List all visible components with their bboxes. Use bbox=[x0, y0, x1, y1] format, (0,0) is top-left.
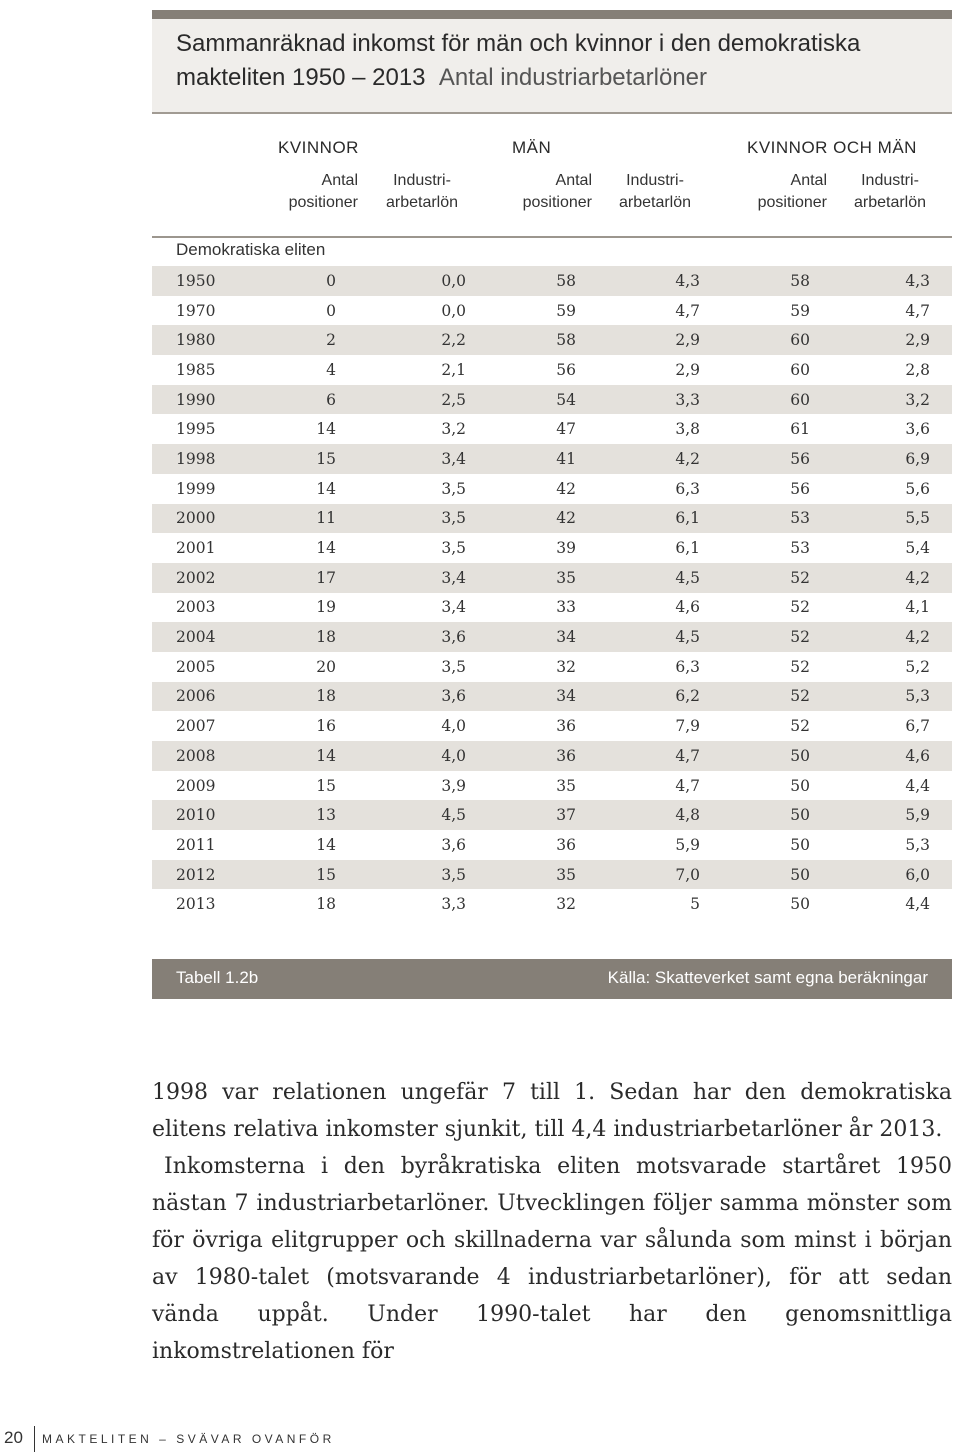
value-cell: 6,0 bbox=[832, 860, 952, 890]
col-header-industri-kvinnor: Industri- arbetarlön bbox=[385, 172, 459, 211]
value-cell: 2 bbox=[252, 325, 358, 355]
year-cell: 2003 bbox=[176, 598, 216, 617]
year-cell: 2001 bbox=[176, 539, 216, 558]
page-number: 20 bbox=[4, 1428, 23, 1447]
value-cell: 3,4 bbox=[358, 444, 488, 474]
table-row bbox=[152, 741, 952, 771]
value-cell: 52 bbox=[722, 563, 832, 593]
value-cell: 61 bbox=[790, 420, 810, 439]
year-cell: 2007 bbox=[176, 717, 216, 736]
value-cell: 59 bbox=[790, 301, 810, 320]
value-cell: 6,3 bbox=[675, 479, 700, 498]
value-cell: 17 bbox=[252, 563, 358, 593]
value-cell: 56 bbox=[790, 479, 810, 498]
table-footer-bar bbox=[152, 959, 952, 999]
body-paragraph-2: Inkomsterna i den byråkratiska eliten motsvarade startåret 1950 nästan 7 industriarbetarlöner. Utvecklingen följer samma mönster som för övriga elitgrupper och skillnaderna var sålunda som minst i början av 1980-talet (motsvarande 4 industriarbetarlöner), för att sedan vända uppåt. Under 1990-talet har den genomsnittliga inkomstrelationen för bbox=[152, 1154, 952, 1364]
value-cell: 18 bbox=[316, 895, 336, 914]
value-cell: 5,2 bbox=[905, 657, 930, 676]
value-cell: 0,0 bbox=[441, 301, 466, 320]
year-cell: 2013 bbox=[176, 895, 216, 914]
year-cell: 2009 bbox=[176, 776, 216, 795]
value-cell: 50 bbox=[722, 860, 832, 890]
value-cell: 56 bbox=[722, 444, 832, 474]
table-row bbox=[152, 355, 952, 385]
value-cell: 3,5 bbox=[441, 479, 466, 498]
value-cell: 14 bbox=[316, 835, 336, 854]
year-cell: 2000 bbox=[152, 504, 252, 534]
value-cell: 3,6 bbox=[358, 622, 488, 652]
value-cell: 6,9 bbox=[832, 444, 952, 474]
table-row bbox=[152, 414, 952, 444]
year-cell: 2010 bbox=[152, 800, 252, 830]
table-row bbox=[152, 771, 952, 801]
value-cell: 4,2 bbox=[598, 444, 722, 474]
value-cell: 4,7 bbox=[905, 301, 930, 320]
value-cell: 60 bbox=[722, 325, 832, 355]
table-row bbox=[152, 296, 952, 326]
table-row bbox=[152, 474, 952, 504]
body-text bbox=[152, 1074, 952, 1370]
value-cell: 3,3 bbox=[441, 895, 466, 914]
value-cell: 5,9 bbox=[675, 835, 700, 854]
value-cell: 3,2 bbox=[441, 420, 466, 439]
table-source: Källa: Skatteverket samt egna beräkningar bbox=[607, 968, 928, 987]
value-cell: 36 bbox=[488, 741, 598, 771]
value-cell: 14 bbox=[252, 741, 358, 771]
value-cell: 13 bbox=[252, 800, 358, 830]
table-row bbox=[152, 830, 952, 860]
value-cell: 58 bbox=[488, 325, 598, 355]
value-cell: 58 bbox=[488, 266, 598, 296]
value-cell: 32 bbox=[556, 895, 576, 914]
value-cell: 4,4 bbox=[905, 895, 930, 914]
table-row bbox=[152, 385, 952, 415]
value-cell: 4,7 bbox=[675, 301, 700, 320]
year-cell: 2006 bbox=[152, 682, 252, 712]
section-label: Demokratiska eliten bbox=[176, 240, 326, 259]
year-cell: 1950 bbox=[152, 266, 252, 296]
table-row bbox=[152, 682, 952, 712]
running-title: MAKTELITEN – SVÄVAR OVANFÖR bbox=[42, 1432, 335, 1446]
value-cell: 34 bbox=[488, 682, 598, 712]
year-cell: 1980 bbox=[152, 325, 252, 355]
value-cell: 4,6 bbox=[832, 741, 952, 771]
value-cell: 4,2 bbox=[832, 622, 952, 652]
year-cell: 1998 bbox=[152, 444, 252, 474]
value-cell: 3,2 bbox=[832, 385, 952, 415]
value-cell: 52 bbox=[722, 622, 832, 652]
value-cell: 2,9 bbox=[675, 360, 700, 379]
table-row bbox=[152, 504, 952, 534]
col-header-antal-total: Antal positioner bbox=[757, 172, 827, 211]
value-cell: 50 bbox=[722, 800, 832, 830]
value-cell: 60 bbox=[790, 360, 810, 379]
value-cell: 7,0 bbox=[598, 860, 722, 890]
value-cell: 59 bbox=[556, 301, 576, 320]
value-cell: 11 bbox=[252, 504, 358, 534]
year-cell: 1985 bbox=[176, 360, 216, 379]
value-cell: 3,5 bbox=[358, 504, 488, 534]
value-cell: 58 bbox=[722, 266, 832, 296]
value-cell: 3,5 bbox=[441, 657, 466, 676]
value-cell: 35 bbox=[488, 563, 598, 593]
value-cell: 42 bbox=[556, 479, 576, 498]
value-cell: 53 bbox=[790, 539, 810, 558]
group-man: MÄN bbox=[512, 138, 552, 157]
value-cell: 5,9 bbox=[832, 800, 952, 830]
data-table bbox=[152, 266, 952, 919]
table-row bbox=[152, 711, 952, 741]
value-cell: 53 bbox=[722, 504, 832, 534]
value-cell: 2,2 bbox=[358, 325, 488, 355]
value-cell: 33 bbox=[556, 598, 576, 617]
value-cell: 36 bbox=[556, 717, 576, 736]
value-cell: 52 bbox=[790, 598, 810, 617]
value-cell: 0 bbox=[326, 301, 336, 320]
year-cell: 2002 bbox=[152, 563, 252, 593]
value-cell: 14 bbox=[316, 479, 336, 498]
table-title-main: Sammanräknad inkomst för män och kvinnor i den demokratiska makteliten 1950 – 2013 bbox=[176, 30, 861, 91]
value-cell: 37 bbox=[488, 800, 598, 830]
value-cell: 4,6 bbox=[675, 598, 700, 617]
table-body bbox=[152, 266, 952, 919]
value-cell: 3,9 bbox=[441, 776, 466, 795]
value-cell: 52 bbox=[790, 717, 810, 736]
value-cell: 35 bbox=[556, 776, 576, 795]
value-cell: 39 bbox=[556, 539, 576, 558]
year-cell: 1970 bbox=[176, 301, 216, 320]
value-cell: 5,6 bbox=[905, 479, 930, 498]
value-cell: 4,0 bbox=[358, 741, 488, 771]
value-cell: 19 bbox=[316, 598, 336, 617]
value-cell: 18 bbox=[252, 682, 358, 712]
value-cell: 6,7 bbox=[905, 717, 930, 736]
table-title bbox=[176, 27, 936, 95]
value-cell: 0 bbox=[252, 266, 358, 296]
value-cell: 4,3 bbox=[832, 266, 952, 296]
year-cell: 1990 bbox=[152, 385, 252, 415]
value-cell: 3,5 bbox=[441, 539, 466, 558]
value-cell: 5,3 bbox=[905, 835, 930, 854]
table-row bbox=[152, 889, 952, 919]
value-cell: 50 bbox=[790, 895, 810, 914]
value-cell: 4,2 bbox=[832, 563, 952, 593]
value-cell: 3,6 bbox=[905, 420, 930, 439]
value-cell: 18 bbox=[252, 622, 358, 652]
value-cell: 4,3 bbox=[598, 266, 722, 296]
value-cell: 6 bbox=[252, 385, 358, 415]
body-paragraph-1: 1998 var relationen ungefär 7 till 1. Sedan har den demokratiska elitens relativa inkomster sjunkit, till 4,4 industriarbetarlöner år 2013. bbox=[152, 1080, 952, 1142]
value-cell: 54 bbox=[488, 385, 598, 415]
year-cell: 1995 bbox=[176, 420, 216, 439]
value-cell: 6,1 bbox=[598, 504, 722, 534]
value-cell: 42 bbox=[488, 504, 598, 534]
table-row bbox=[152, 325, 952, 355]
year-cell: 2012 bbox=[152, 860, 252, 890]
value-cell: 4,0 bbox=[441, 717, 466, 736]
value-cell: 4,5 bbox=[598, 622, 722, 652]
value-cell: 15 bbox=[252, 860, 358, 890]
value-cell: 4,5 bbox=[598, 563, 722, 593]
table-title-sub: Antal industriarbetarlöner bbox=[438, 64, 708, 91]
value-cell: 52 bbox=[790, 657, 810, 676]
col-header-industri-total: Industri- arbetarlön bbox=[853, 172, 927, 211]
value-cell: 2,1 bbox=[441, 360, 466, 379]
table-title-box bbox=[152, 19, 952, 114]
footer-divider bbox=[34, 1426, 35, 1452]
table-row bbox=[152, 860, 952, 890]
value-cell: 3,3 bbox=[598, 385, 722, 415]
value-cell: 47 bbox=[556, 420, 576, 439]
year-cell: 1999 bbox=[176, 479, 216, 498]
value-cell: 7,9 bbox=[675, 717, 700, 736]
value-cell: 4,7 bbox=[598, 741, 722, 771]
value-cell: 50 bbox=[722, 741, 832, 771]
table-row bbox=[152, 444, 952, 474]
value-cell: 15 bbox=[316, 776, 336, 795]
value-cell: 6,2 bbox=[598, 682, 722, 712]
table-number: Tabell 1.2b bbox=[176, 968, 259, 987]
value-cell: 2,9 bbox=[598, 325, 722, 355]
value-cell: 5,4 bbox=[905, 539, 930, 558]
value-cell: 5,3 bbox=[832, 682, 952, 712]
value-cell: 15 bbox=[252, 444, 358, 474]
value-cell: 52 bbox=[722, 682, 832, 712]
value-cell: 32 bbox=[556, 657, 576, 676]
value-cell: 2,5 bbox=[358, 385, 488, 415]
col-header-industri-man: Industri- arbetarlön bbox=[618, 172, 692, 211]
value-cell: 2,8 bbox=[905, 360, 930, 379]
value-cell: 34 bbox=[488, 622, 598, 652]
value-cell: 2,9 bbox=[832, 325, 952, 355]
value-cell: 36 bbox=[556, 835, 576, 854]
value-cell: 4,7 bbox=[675, 776, 700, 795]
value-cell: 60 bbox=[722, 385, 832, 415]
column-groups bbox=[0, 138, 960, 162]
value-cell: 14 bbox=[316, 539, 336, 558]
value-cell: 3,5 bbox=[358, 860, 488, 890]
table-row bbox=[152, 533, 952, 563]
table-row bbox=[152, 622, 952, 652]
value-cell: 6,1 bbox=[675, 539, 700, 558]
value-cell: 4,1 bbox=[905, 598, 930, 617]
year-cell: 2011 bbox=[176, 835, 216, 854]
table-row bbox=[152, 593, 952, 623]
value-cell: 6,3 bbox=[675, 657, 700, 676]
group-kvinnor: KVINNOR bbox=[278, 138, 359, 157]
year-cell: 2004 bbox=[152, 622, 252, 652]
value-cell: 56 bbox=[556, 360, 576, 379]
value-cell: 3,6 bbox=[441, 835, 466, 854]
value-cell: 41 bbox=[488, 444, 598, 474]
value-cell: 20 bbox=[316, 657, 336, 676]
value-cell: 50 bbox=[790, 835, 810, 854]
value-cell: 3,4 bbox=[441, 598, 466, 617]
year-cell: 2005 bbox=[176, 657, 216, 676]
value-cell: 4,5 bbox=[358, 800, 488, 830]
year-cell: 2008 bbox=[152, 741, 252, 771]
col-header-antal-kvinnor: Antal positioner bbox=[288, 172, 358, 211]
value-cell: 3,4 bbox=[358, 563, 488, 593]
value-cell: 14 bbox=[316, 420, 336, 439]
value-cell: 4 bbox=[326, 360, 336, 379]
value-cell: 3,6 bbox=[358, 682, 488, 712]
value-cell: 16 bbox=[316, 717, 336, 736]
table-row bbox=[152, 563, 952, 593]
value-cell: 5 bbox=[690, 895, 700, 914]
value-cell: 50 bbox=[790, 776, 810, 795]
value-cell: 4,4 bbox=[905, 776, 930, 795]
table-row bbox=[152, 800, 952, 830]
col-header-antal-man: Antal positioner bbox=[522, 172, 592, 211]
table-row bbox=[152, 266, 952, 296]
value-cell: 0,0 bbox=[358, 266, 488, 296]
group-kvinnor-och-man: KVINNOR OCH MÄN bbox=[747, 138, 917, 157]
table-row bbox=[152, 652, 952, 682]
value-cell: 35 bbox=[488, 860, 598, 890]
header-bar bbox=[152, 10, 952, 19]
value-cell: 5,5 bbox=[832, 504, 952, 534]
value-cell: 3,8 bbox=[675, 420, 700, 439]
header-divider bbox=[152, 236, 952, 238]
value-cell: 4,8 bbox=[598, 800, 722, 830]
